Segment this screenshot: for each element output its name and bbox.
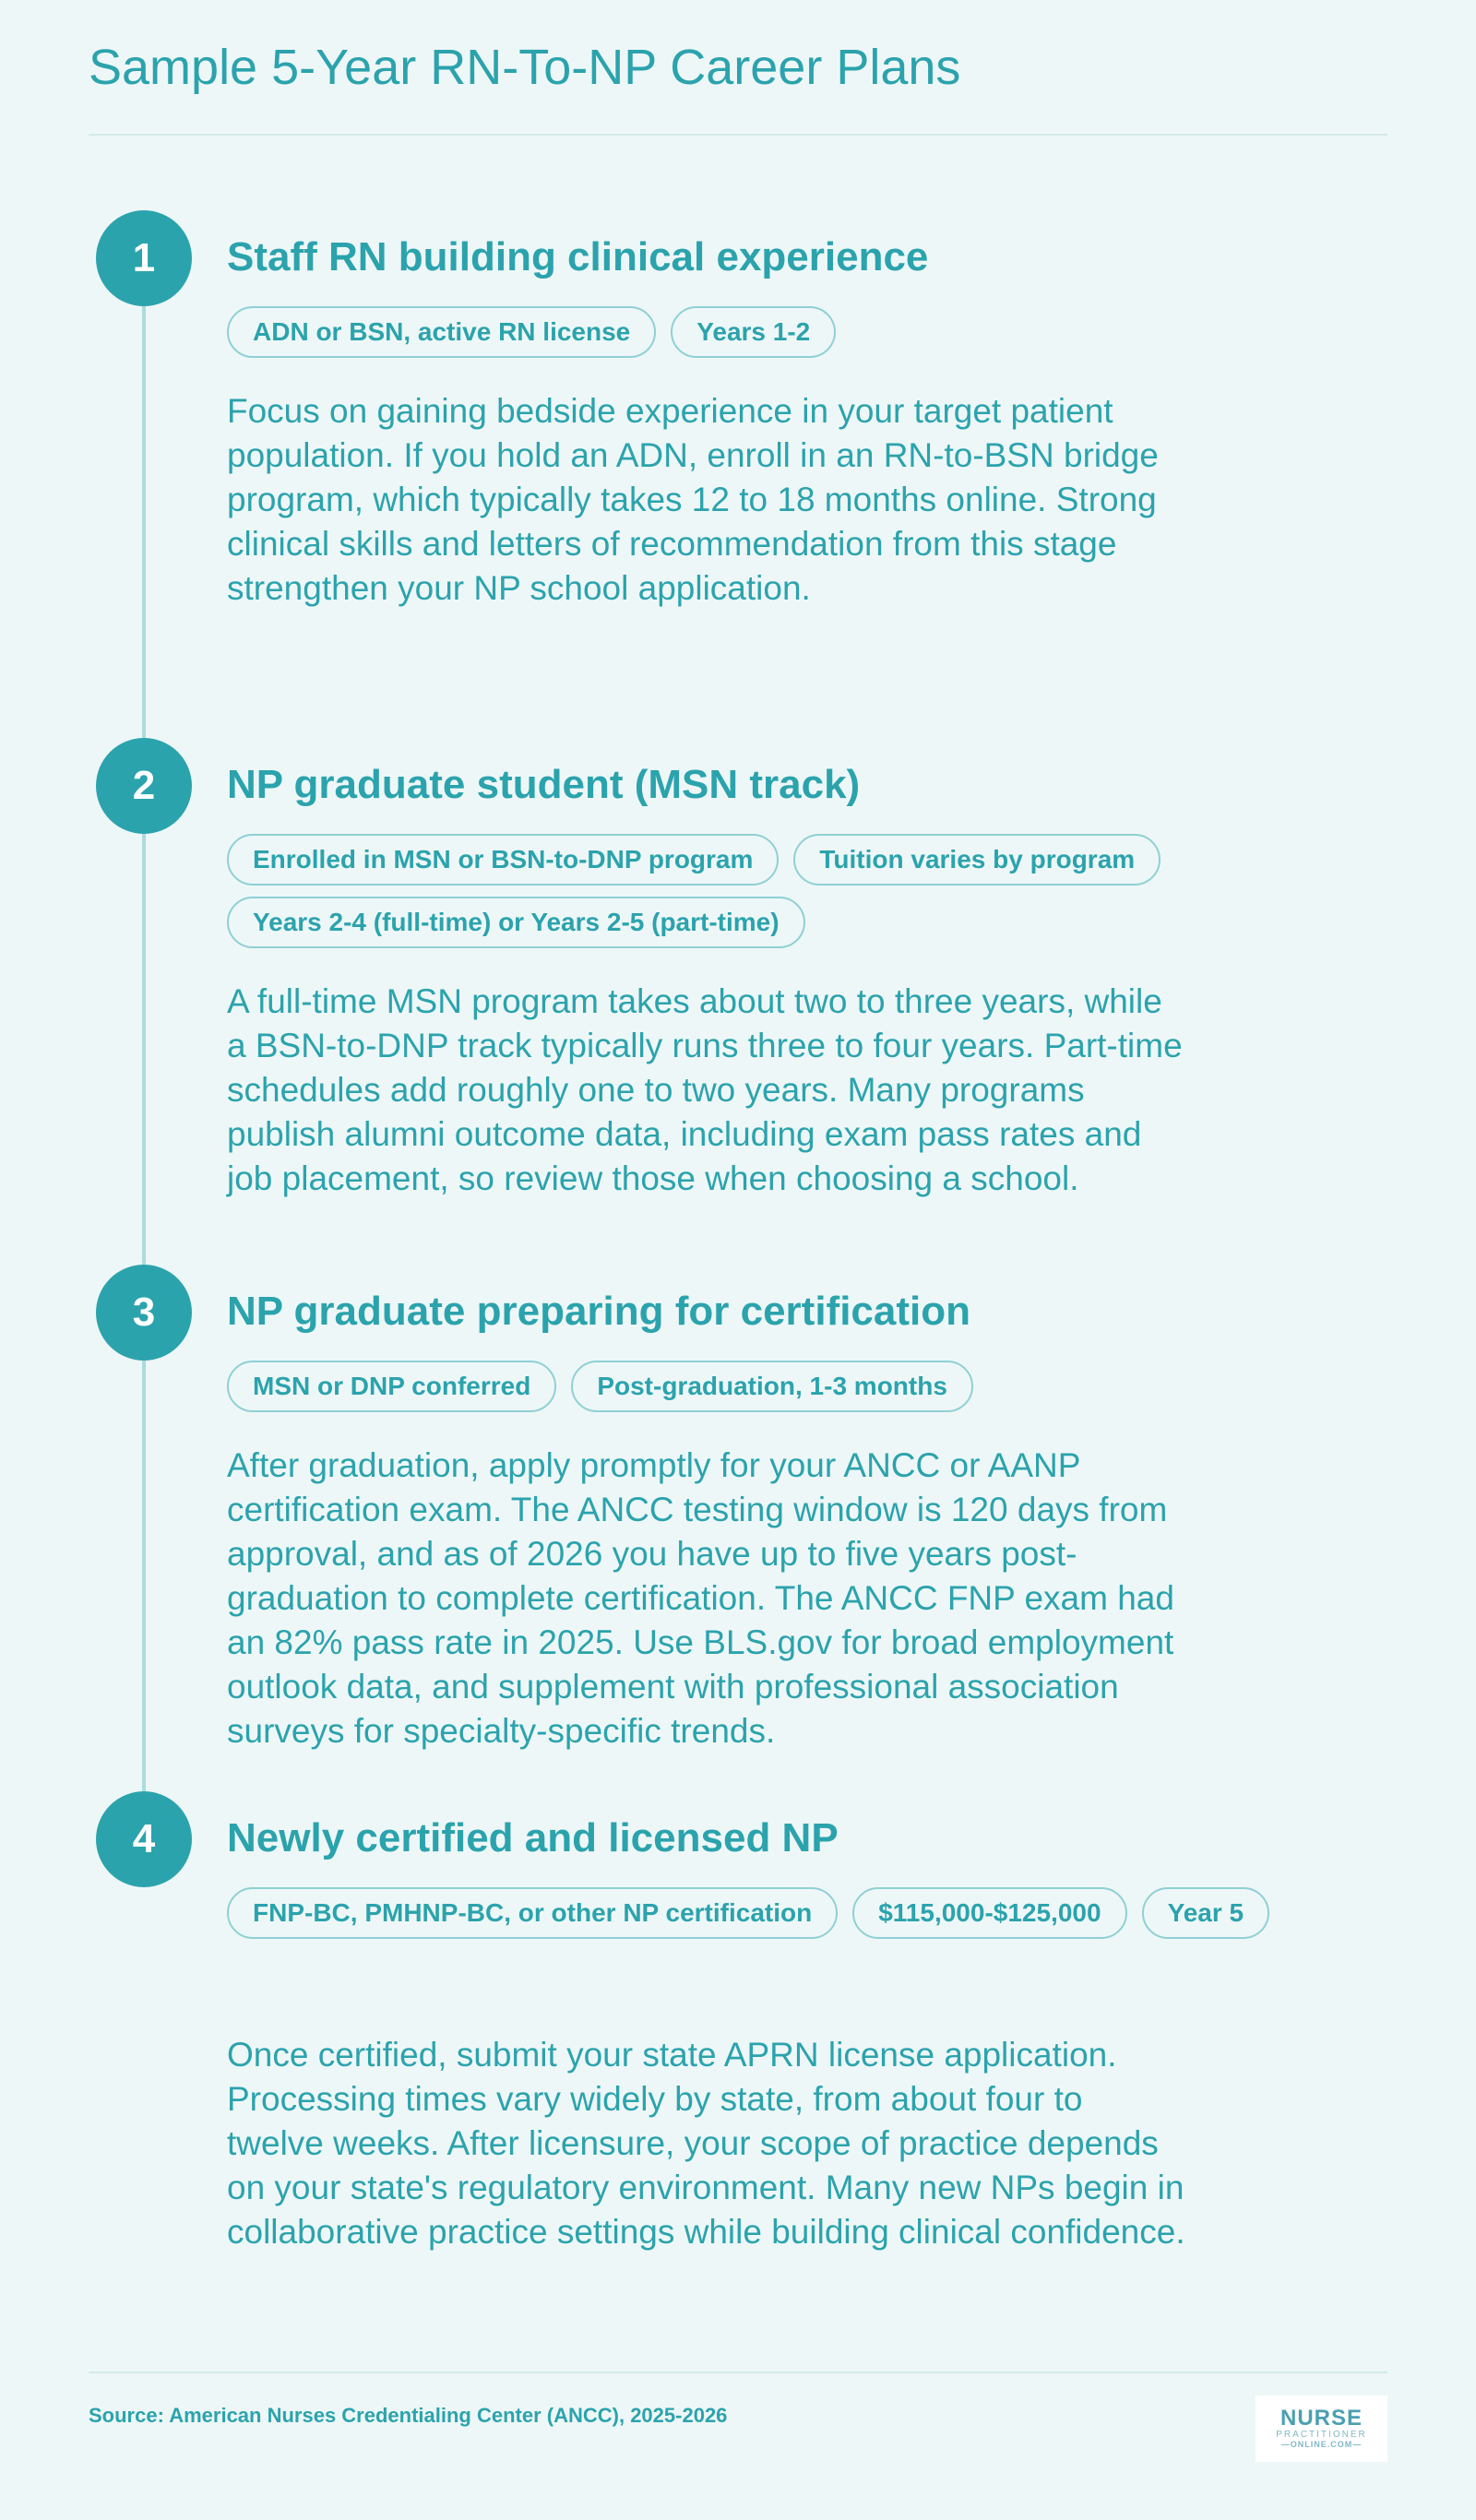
timeline-line — [142, 258, 146, 1863]
step-tags — [227, 1361, 1297, 1412]
logo-subtext: PRACTITIONER — [1276, 2430, 1367, 2440]
step-tag: FNP-BC, PMHNP-BC, or other NP certification — [227, 1887, 838, 1939]
footer-divider — [89, 2371, 1387, 2373]
step-tag: ADN or BSN, active RN license — [227, 306, 656, 358]
step-tags — [227, 834, 1297, 948]
step-description: Focus on gaining bedside experience in your target patient population. If you hold an ADN, enroll in an RN-to-BSN bridge program, which typically takes 12 to 18 months online. Strong clinical skills and letters of recommendation from this stage strengthen your NP school application. — [227, 392, 1159, 607]
page-title: Sample 5-Year RN-To-NP Career Plans — [89, 40, 961, 95]
step-description: After graduation, apply promptly for your ANCC or AANP certification exam. The ANCC testing window is 120 days from approval, and as of 2026 you have up to five years post-graduation to complete certification. The ANCC FNP exam had an 82% pass rate in 2025. Use BLS.gov for broad employment outlook data, and supplement with professional association surveys for specialty-specific trends. — [227, 1446, 1174, 1750]
step-tag: Enrolled in MSN or BSN-to-DNP program — [227, 834, 779, 886]
step-number-badge: 1 — [96, 210, 192, 306]
step-title: NP graduate preparing for certification — [227, 1289, 971, 1334]
step-tag: Post-graduation, 1-3 months — [571, 1361, 973, 1412]
step-number-badge: 3 — [96, 1265, 192, 1361]
step-tags — [227, 1887, 1297, 1939]
step-title: Newly certified and licensed NP — [227, 1815, 839, 1860]
step-number-badge: 2 — [96, 738, 192, 834]
logo-site-text: —ONLINE.COM— — [1280, 2440, 1363, 2449]
step-description: A full-time MSN program takes about two to three years, while a BSN-to-DNP track typically runs three to four years. Part-time schedules add roughly one to two years. Many programs publish alumni outcome data, including exam pass rates and job placement, so review those when choosing a school. — [227, 982, 1183, 1197]
step-number-badge: 4 — [96, 1791, 192, 1887]
step-tag: Tuition varies by program — [793, 834, 1161, 886]
logo-wordmark: NURSE — [1280, 2406, 1363, 2431]
step-tag: Year 5 — [1142, 1887, 1270, 1939]
step-title: NP graduate student (MSN track) — [227, 762, 861, 807]
step-description: Once certified, submit your state APRN license application. Processing times vary widely by state, from about four to twelve weeks. After licensure, your scope of practice depends on your state's regulatory environment. Many new NPs begin in collaborative practice settings while building clinical confidence. — [227, 2036, 1185, 2251]
step-tag: MSN or DNP conferred — [227, 1361, 556, 1412]
source-note: Source: American Nurses Credentialing Center (ANCC), 2025-2026 — [89, 2404, 728, 2427]
step-tags — [227, 306, 1297, 358]
nurse-practitioner-online-logo — [1256, 2395, 1387, 2462]
step-title: Staff RN building clinical experience — [227, 234, 929, 279]
step-tag: Years 2-4 (full-time) or Years 2-5 (part-time) — [227, 897, 805, 948]
header-divider — [89, 134, 1387, 136]
step-tag: Years 1-2 — [671, 306, 836, 358]
step-tag: $115,000-$125,000 — [852, 1887, 1126, 1939]
